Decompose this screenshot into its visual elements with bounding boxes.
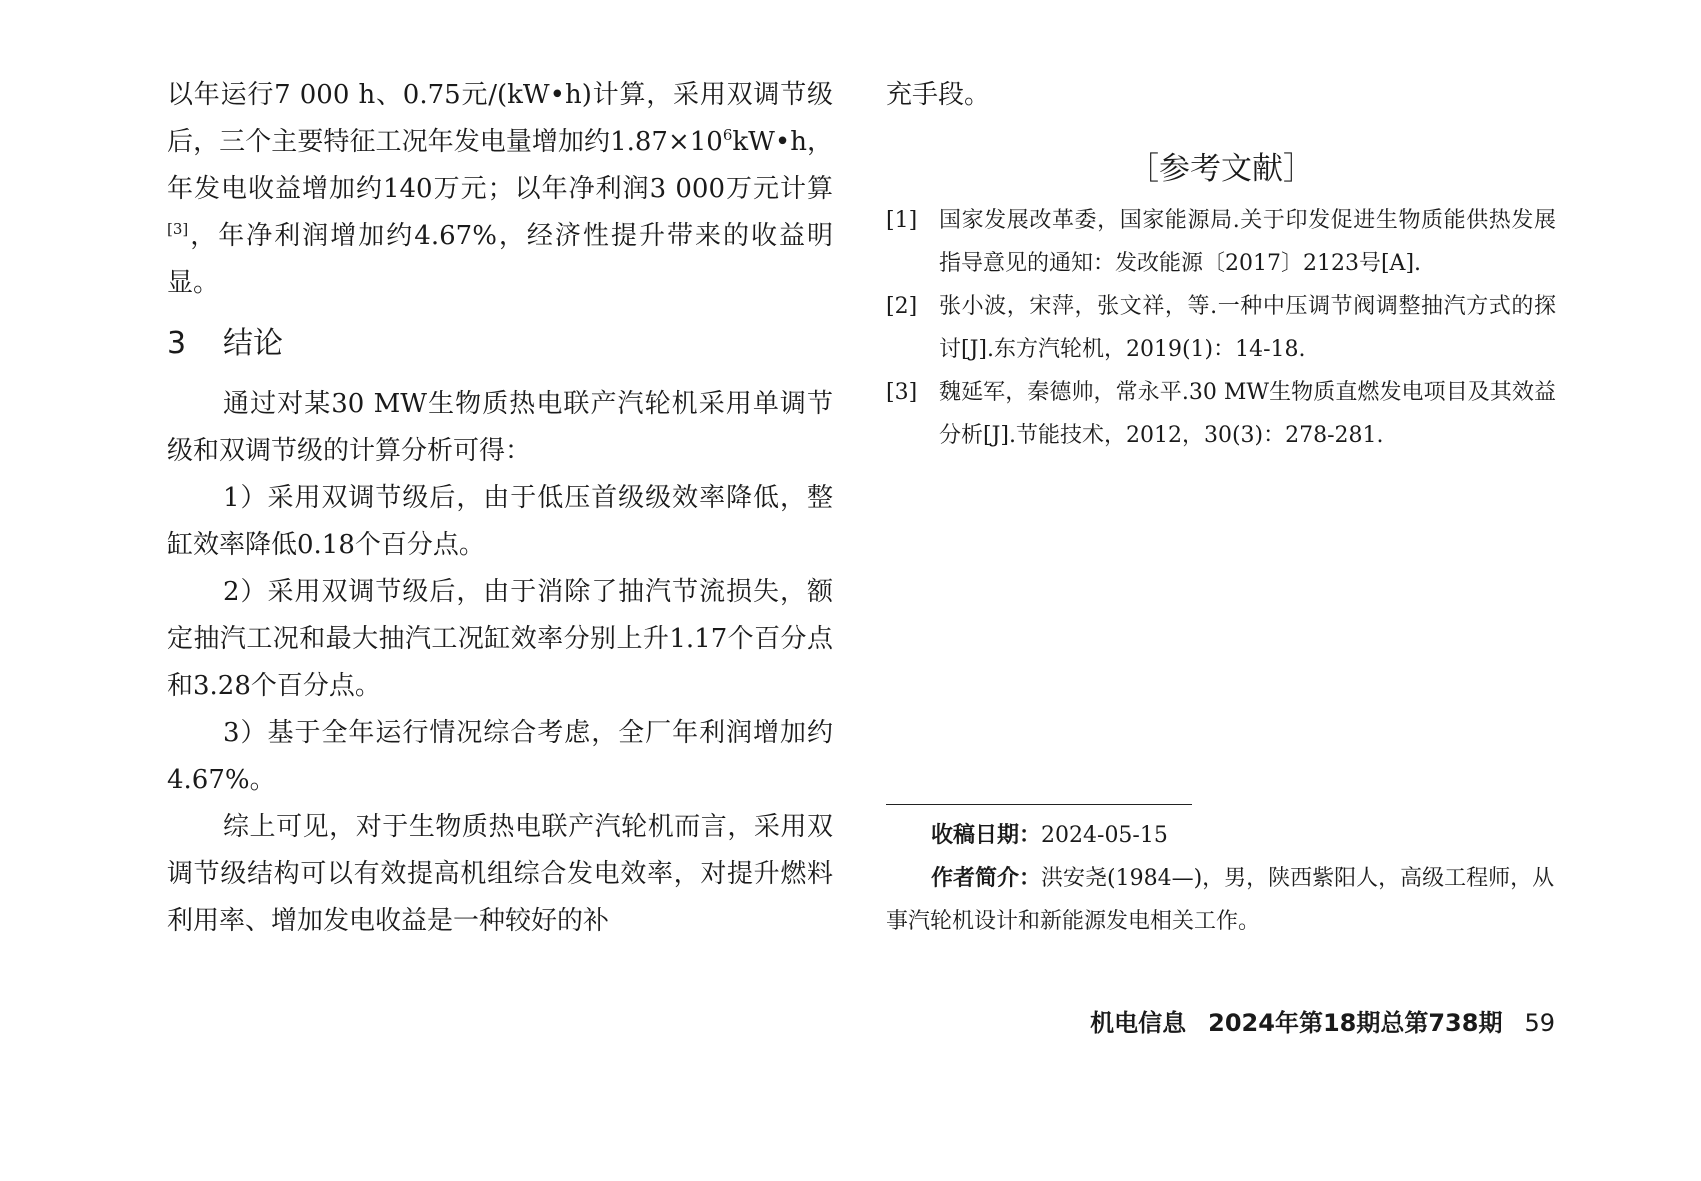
reference-number: [3] bbox=[886, 380, 918, 405]
section-title: 结论 bbox=[223, 326, 283, 361]
citation-ref: [3] bbox=[167, 220, 189, 238]
reference-number: [1] bbox=[886, 208, 918, 233]
issue-info: 2024年第18期总第738期 bbox=[1208, 1009, 1503, 1037]
reference-item bbox=[886, 199, 1556, 285]
references-heading: ［参考文献］ bbox=[1128, 151, 1314, 187]
reference-number: [2] bbox=[886, 294, 918, 319]
author-bio: 作者简介：洪安尧(1984—)，男，陕西紫阳人，高级工程师，从事汽轮机设计和新能源发电相关工作。 bbox=[886, 866, 1555, 934]
references-list bbox=[886, 199, 1556, 457]
continued-text: 充手段。 bbox=[886, 80, 991, 110]
reference-item bbox=[886, 285, 1556, 371]
journal-name: 机电信息 bbox=[1090, 1009, 1187, 1037]
paragraph-point-3: 3）基于全年运行情况综合考虑，全厂年利润增加约4.67%。 bbox=[167, 718, 833, 795]
reference-text: 国家发展改革委，国家能源局.关于印发促进生物质能供热发展指导意见的通知：发改能源〔2017〕2123号[A]. bbox=[939, 208, 1556, 276]
footnote bbox=[886, 814, 1556, 943]
superscript-exponent: 6 bbox=[722, 126, 733, 144]
received-date: 收稿日期：2024-05-15 bbox=[931, 823, 1168, 848]
reference-text: 张小波，宋萍，张文祥，等.一种中压调节阀调整抽汽方式的探讨[J].东方汽轮机，2019(1)：14-18. bbox=[939, 294, 1556, 362]
reference-text: 魏延军，秦德帅，常永平.30 MW生物质直燃发电项目及其效益分析[J].节能技术，2012，30(3)：278-281. bbox=[939, 380, 1556, 448]
paragraph-point-1: 1）采用双调节级后，由于低压首级级效率降低，整缸效率降低0.18个百分点。 bbox=[167, 483, 833, 560]
section-number: 3 bbox=[167, 326, 187, 361]
left-column bbox=[167, 72, 833, 945]
paragraph-summary: 综上可见，对于生物质热电联产汽轮机而言，采用双调节级结构可以有效提高机组综合发电效率，对提升燃料利用率、增加发电收益是一种较好的补 bbox=[167, 812, 833, 936]
right-column bbox=[886, 72, 1556, 457]
paragraph-intro: 通过对某30 MW生物质热电联产汽轮机采用单调节级和双调节级的计算分析可得： bbox=[167, 389, 833, 466]
page-number: 59 bbox=[1524, 1009, 1555, 1037]
page-footer bbox=[1090, 1008, 1555, 1038]
reference-item bbox=[886, 371, 1556, 457]
paragraph-point-2: 2）采用双调节级后，由于消除了抽汽节流损失，额定抽汽工况和最大抽汽工况缸效率分别上升1.17个百分点和3.28个百分点。 bbox=[167, 577, 833, 701]
continued-paragraph: 以年运行7 000 h、0.75元/(kW•h)计算，采用双调节级后，三个主要特征工况年发电量增加约$1.87\times 10^6kW•h$，年发电收益增加约140万元；以年净利润3 000万元计算[3]，年净利润增加约4.67%，经济性提升带来的收益明显。 bbox=[167, 80, 833, 298]
section-heading bbox=[167, 326, 833, 361]
footnote-divider bbox=[886, 804, 1192, 805]
